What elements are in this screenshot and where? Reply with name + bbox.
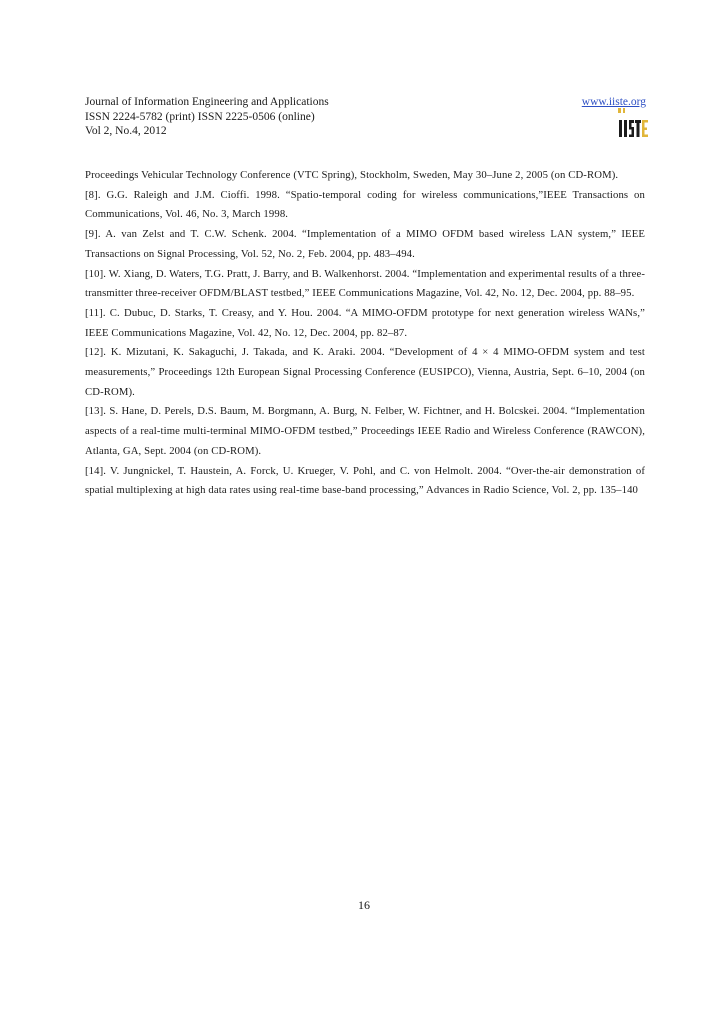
reference-item: [8]. G.G. Raleigh and J.M. Cioffi. 1998. “Spatio-temporal coding for wireless communications,”IEEE Transactions on Communications, Vol. 46, No. 3, March 1998. — [85, 188, 645, 221]
journal-title: Journal of Information Engineering and Applications — [85, 96, 329, 108]
reference-item: [14]. V. Jungnickel, T. Haustein, A. Forck, U. Krueger, V. Pohl, and C. von Helmolt. 2004. “Over-the-air demonstration of spatial multiplexing at high data rates using real-time base-band processing,” Advances in Radio Science, Vol. 2, pp. 135–140 — [85, 464, 645, 497]
iiste-logo — [618, 108, 648, 138]
reference-item: [12]. K. Mizutani, K. Sakaguchi, J. Takada, and K. Araki. 2004. “Development of 4 × 4 MIMO-OFDM system and test measurements,” Proceedings 12th European Signal Processing Conference (EUSIPCO), Vienna, Austria, Sept. 6–10, 2004 (on CD-ROM). — [85, 346, 645, 398]
reference-item: [9]. A. van Zelst and T. C.W. Schenk. 2004. “Implementation of a MIMO OFDM based wireless LAN system,” IEEE Transactions on Signal Processing, Vol. 52, No. 2, Feb. 2004, pp. 483–494. — [85, 228, 645, 260]
page-header — [85, 95, 648, 139]
page-number: 16 — [358, 898, 370, 912]
reference-item: Proceedings Vehicular Technology Conference (VTC Spring), Stockholm, Sweden, May 30–June 2, 2005 (on CD-ROM). — [85, 169, 619, 181]
journal-website-link[interactable]: www.iiste.org — [581, 96, 646, 108]
reference-item: [10]. W. Xiang, D. Waters, T.G. Pratt, J. Barry, and B. Walkenhorst. 2004. “Implementation and experimental results of a three-transmitter three-receiver OFDM/BLAST testbed,” IEEE Communications Magazine, Vol. 42, No. 12, Dec. 2004, pp. 88–95. — [85, 267, 645, 300]
volume-line: Vol 2, No.4, 2012 — [85, 125, 167, 137]
reference-list — [85, 166, 645, 501]
reference-item: [11]. C. Dubuc, D. Starks, T. Creasy, and Y. Hou. 2004. “A MIMO-OFDM prototype for next generation wireless WANs,” IEEE Communications Magazine, Vol. 42, No. 12, Dec. 2004, pp. 82–87. — [85, 306, 645, 339]
reference-item: [13]. S. Hane, D. Perels, D.S. Baum, M. Borgmann, A. Burg, N. Felber, W. Fichtner, and H. Bolcskei. 2004. “Implementation aspects of a real-time multi-terminal MIMO-OFDM testbed,” Proceedings IEEE Radio and Wireless Conference (RAWCON), Atlanta, GA, Sept. 2004 (on CD-ROM). — [85, 405, 645, 457]
issn-line: ISSN 2224-5782 (print) ISSN 2225-0506 (online) — [85, 110, 315, 123]
